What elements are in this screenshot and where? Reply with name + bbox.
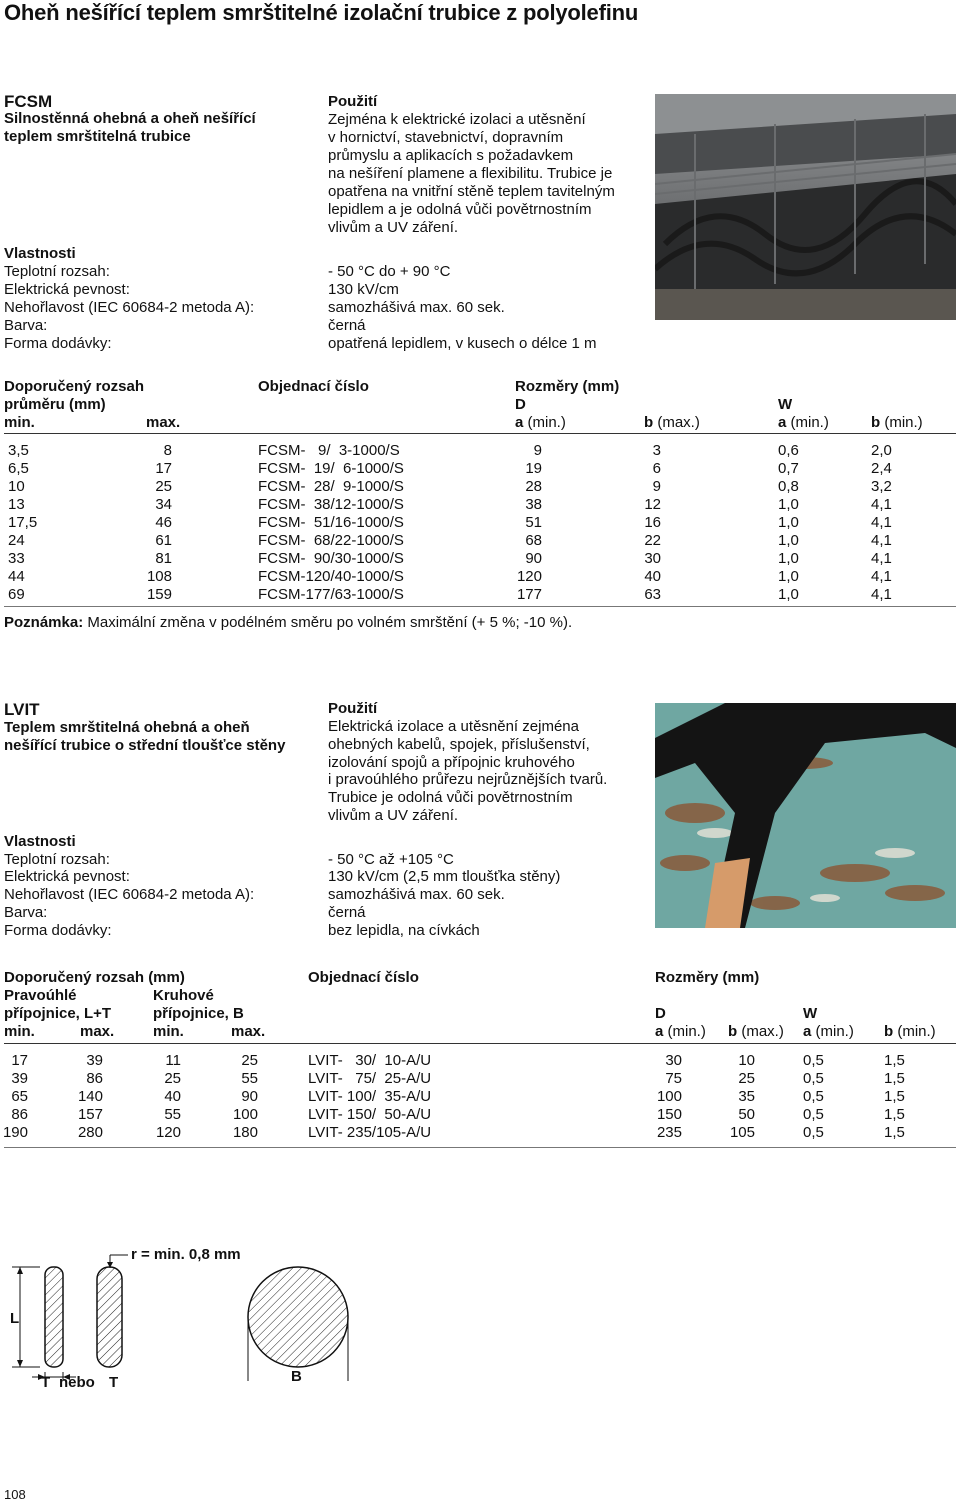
lvit-col-max2: max. [231,1023,266,1040]
fcsm-table-cell: 4,1 [871,514,892,531]
lvit-table-cell: LVIT- 100/ 35-A/U [308,1088,432,1105]
fcsm-col-D-b: b (max.) [644,414,700,431]
lvit-table-cell: 0,5 [803,1070,824,1087]
fcsm-table-cell: 24 [8,532,25,549]
fcsm-table-cell: FCSM- 51/16-1000/S [258,514,404,531]
fcsm-table-cell: 4,1 [871,586,892,603]
fcsm-usage-line: opatřena na vnitřní stěně teplem tavitelným [328,183,615,200]
fcsm-table-cell: 1,0 [778,496,799,513]
fcsm-table-cell: 22 [644,532,661,549]
lvit-col-rect: Pravoúhlé [4,987,77,1004]
lvit-prop-label: Elektrická pevnost: [4,868,130,885]
lvit-col-W-b: b (min.) [884,1023,936,1040]
fcsm-table-cell: 81 [155,550,172,567]
fcsm-table-cell: 12 [644,496,661,513]
lvit-table-cell: 105 [729,1124,755,1141]
fcsm-table-cell: 25 [155,478,172,495]
fcsm-table-rule [4,433,956,434]
fcsm-subtitle-1: Silnostěnná ohebná a oheň nešířící [4,110,256,127]
fcsm-table-cell: 6,5 [8,460,29,477]
fcsm-table-cell: 4,1 [871,568,892,585]
fcsm-table-cell: 16 [644,514,661,531]
diagram-T2-label: T [109,1374,119,1391]
lvit-col-D-b: b (max.) [728,1023,784,1040]
fcsm-table-cell: FCSM- 90/30-1000/S [258,550,404,567]
lvit-table-cell: 40 [164,1088,181,1105]
diagram-B-label: B [291,1368,302,1385]
lvit-table-cell: 86 [11,1106,28,1123]
lvit-table-cell: 90 [241,1088,258,1105]
fcsm-table-cell: FCSM- 19/ 6-1000/S [258,460,404,477]
fcsm-table-cell: 33 [8,550,25,567]
lvit-table-cell: 25 [738,1070,755,1087]
lvit-subtitle-2: nešířící trubice o střední tloušťce stěny [4,737,286,754]
lvit-usage-line: Trubice je odolná vůči povětrnostním [328,789,573,806]
lvit-col-min: min. [4,1023,35,1040]
lvit-table-cell: 100 [656,1088,682,1105]
lvit-table-cell: 11 [165,1052,181,1069]
lvit-prop-label: Teplotní rozsah: [4,851,110,868]
fcsm-col-D: D [515,396,526,413]
fcsm-usage-heading: Použití [328,93,378,110]
lvit-table-cell: 0,5 [803,1106,824,1123]
lvit-table-cell: 180 [232,1124,258,1141]
diagram-L-label: L [10,1310,20,1327]
fcsm-table-cell: 1,0 [778,550,799,567]
fcsm-prop-label: Nehořlavost (IEC 60684-2 metoda A): [4,299,255,316]
fcsm-table-cell: 4,1 [871,496,892,513]
fcsm-table-cell: 1,0 [778,514,799,531]
rect-busbar-shape [45,1267,63,1367]
fcsm-note: Poznámka: Maximální změna v podélném směru po volném smrštění (+ 5 %; -10 %). [4,614,573,631]
fcsm-table-cell: 68 [525,532,542,549]
lvit-col-W-a: a (min.) [803,1023,854,1040]
lvit-table-cell: 1,5 [884,1124,905,1141]
fcsm-table-cell: 90 [525,550,542,567]
lvit-col-dims: Rozměry (mm) [655,969,760,986]
fcsm-table-cell: 6 [652,460,661,477]
lvit-table-cell: 50 [738,1106,755,1123]
fcsm-table-cell: 3,2 [871,478,892,495]
fcsm-prop-value: černá [328,317,366,334]
lvit-usage-heading: Použití [328,700,378,717]
lvit-col-round: Kruhové [153,987,214,1004]
fcsm-usage-line: průmyslu a aplikacích s požadavkem [328,147,574,164]
fcsm-table-cell: 63 [644,586,661,603]
fcsm-table-cell: 2,4 [871,460,892,477]
fcsm-table-cell: 30 [644,550,661,567]
fcsm-photo [655,94,956,320]
lvit-table-cell: LVIT- 235/105-A/U [308,1124,432,1141]
fcsm-prop-label: Elektrická pevnost: [4,281,130,298]
fcsm-usage-line: vlivům a UV záření. [328,219,459,236]
fcsm-table-bottom-rule [4,606,956,607]
lvit-table-cell: 280 [77,1124,103,1141]
fcsm-table-cell: 19 [525,460,542,477]
fcsm-usage-line: na nešíření plamene a flexibilitu. Trubice je [328,165,613,182]
diagram-radius-label: r = min. 0,8 mm [131,1246,241,1263]
fcsm-table-cell: 40 [644,568,661,585]
fcsm-table-cell: 1,0 [778,586,799,603]
lvit-table-cell: 55 [164,1106,181,1123]
lvit-table-cell: 39 [86,1052,103,1069]
fcsm-table-cell: FCSM- 28/ 9-1000/S [258,478,404,495]
lvit-usage-line: Elektrická izolace a utěsnění zejména [328,718,579,735]
lvit-col-rect-2: přípojnice, L+T [4,1005,112,1022]
lvit-table-cell: LVIT- 150/ 50-A/U [308,1106,432,1123]
fcsm-table-cell: 38 [525,496,542,513]
fcsm-col-max: max. [146,414,181,431]
fcsm-col-range-2: průměru (mm) [4,396,106,413]
diagram-nebo-label: nebo [59,1374,95,1391]
lvit-table-cell: 235 [656,1124,682,1141]
lvit-prop-value: 130 kV/cm (2,5 mm tloušťka stěny) [328,868,561,885]
fcsm-col-range: Doporučený rozsah [4,378,145,395]
lvit-properties-heading: Vlastnosti [4,833,76,850]
lvit-prop-value: černá [328,904,366,921]
diagram-T-label: T [41,1374,51,1391]
lvit-table-cell: 1,5 [884,1070,905,1087]
fcsm-table-cell: 3,5 [8,442,29,459]
lvit-table-cell: 1,5 [884,1106,905,1123]
fcsm-table-cell: 8 [163,442,172,459]
lvit-prop-value: samozhášivá max. 60 sek. [328,886,505,903]
lvit-table-cell: 120 [155,1124,181,1141]
lvit-table-cell: 0,5 [803,1052,824,1069]
lvit-prop-label: Nehořlavost (IEC 60684-2 metoda A): [4,886,255,903]
lvit-table-cell: 39 [11,1070,28,1087]
fcsm-prop-label: Teplotní rozsah: [4,263,110,280]
lvit-table-cell: 65 [11,1088,28,1105]
fcsm-col-D-a: a (min.) [515,414,566,431]
lvit-col-max: max. [80,1023,115,1040]
fcsm-table-cell: 4,1 [871,532,892,549]
fcsm-table-cell: FCSM- 9/ 3-1000/S [258,442,400,459]
lvit-col-min2: min. [153,1023,184,1040]
lvit-table-cell: 86 [86,1070,103,1087]
fcsm-table-cell: 177 [516,586,542,603]
fcsm-table-cell: 108 [146,568,172,585]
fcsm-table-cell: 51 [525,514,542,531]
fcsm-table-cell: 69 [8,586,25,603]
lvit-prop-label: Forma dodávky: [4,922,112,939]
fcsm-col-dims: Rozměry (mm) [515,378,620,395]
fcsm-prop-value: opatřená lepidlem, v kusech o délce 1 m [328,335,597,352]
lvit-table-cell: 0,5 [803,1124,824,1141]
fcsm-prop-value: 130 kV/cm [328,281,399,298]
fcsm-col-W: W [778,396,793,413]
lvit-table-cell: 100 [232,1106,258,1123]
lvit-table-cell: 150 [656,1106,682,1123]
fcsm-properties-heading: Vlastnosti [4,245,76,262]
fcsm-table-cell: 3 [652,442,661,459]
rect-busbar-shape-2 [97,1267,122,1367]
lvit-usage-line: izolování spojů a přípojnic kruhového [328,754,575,771]
lvit-subtitle-1: Teplem smrštitelná ohebná a oheň [4,719,250,736]
fcsm-table-cell: 17 [155,460,172,477]
lvit-table-cell: 1,5 [884,1052,905,1069]
fcsm-table-cell: 46 [155,514,172,531]
fcsm-prop-value: - 50 °C do + 90 °C [328,263,451,280]
lvit-table-rule [4,1043,956,1044]
fcsm-table-cell: 44 [8,568,25,585]
fcsm-table-cell: 0,6 [778,442,799,459]
fcsm-table-cell: 34 [155,496,172,513]
fcsm-table-cell: 120 [516,568,542,585]
fcsm-col-min: min. [4,414,35,431]
lvit-col-W: W [803,1005,818,1022]
fcsm-table-cell: FCSM-177/63-1000/S [258,586,404,603]
lvit-table-cell: 17 [11,1052,28,1069]
lvit-prop-value: - 50 °C až +105 °C [328,851,454,868]
lvit-table-bottom-rule [4,1147,956,1148]
fcsm-table-cell: FCSM- 38/12-1000/S [258,496,404,513]
lvit-col-D-a: a (min.) [655,1023,706,1040]
fcsm-table-cell: FCSM-120/40-1000/S [258,568,404,585]
fcsm-usage-line: lepidlem a je odolná vůči povětrnostním [328,201,592,218]
lvit-table-cell: 190 [2,1124,28,1141]
lvit-table-cell: LVIT- 75/ 25-A/U [308,1070,432,1087]
fcsm-table-cell: 10 [8,478,25,495]
lvit-table-cell: 25 [241,1052,258,1069]
fcsm-prop-label: Forma dodávky: [4,335,112,352]
fcsm-prop-value: samozhášivá max. 60 sek. [328,299,505,316]
fcsm-usage-line: v hornictví, stavebnictví, dopravním [328,129,564,146]
lvit-col-D: D [655,1005,666,1022]
fcsm-table-cell: 0,8 [778,478,799,495]
fcsm-code: FCSM [4,92,53,111]
fcsm-table-cell: 2,0 [871,442,892,459]
lvit-table-cell: 75 [665,1070,682,1087]
fcsm-col-W-a: a (min.) [778,414,829,431]
lvit-col-range: Doporučený rozsah (mm) [4,969,185,986]
lvit-table-cell: 30 [665,1052,682,1069]
lvit-table-cell: 35 [738,1088,755,1105]
lvit-table-cell: 140 [77,1088,103,1105]
fcsm-table-cell: 4,1 [871,550,892,567]
page-title: Oheň nešířící teplem smrštitelné izolační trubice z polyolefinu [4,0,639,25]
fcsm-table-cell: 28 [525,478,542,495]
fcsm-usage-line: Zejména k elektrické izolaci a utěsnění [328,111,586,128]
page-number: 108 [4,1487,26,1502]
fcsm-table-cell: 61 [155,532,172,549]
lvit-col-order: Objednací číslo [308,969,419,986]
lvit-table-cell: LVIT- 30/ 10-A/U [308,1052,432,1069]
fcsm-table-cell: 1,0 [778,532,799,549]
fcsm-col-W-b: b (min.) [871,414,923,431]
fcsm-table-cell: 13 [8,496,25,513]
round-busbar-shape [248,1267,348,1367]
fcsm-table-cell: 9 [652,478,661,495]
lvit-usage-line: ohebných kabelů, spojek, příslušenství, [328,736,590,753]
fcsm-table-cell: FCSM- 68/22-1000/S [258,532,404,549]
lvit-table-cell: 55 [241,1070,258,1087]
fcsm-table-cell: 1,0 [778,568,799,585]
lvit-photo [655,703,956,928]
lvit-table-cell: 10 [738,1052,755,1069]
lvit-table-cell: 25 [164,1070,181,1087]
fcsm-table-cell: 17,5 [8,514,38,531]
lvit-usage-line: i pravoúhlého průřezu nejrůznějších tvarů. [328,771,608,788]
fcsm-table-cell: 159 [146,586,172,603]
lvit-prop-label: Barva: [4,904,48,921]
fcsm-table-cell: 0,7 [778,460,799,477]
lvit-col-round-2: přípojnice, B [153,1005,244,1022]
lvit-prop-value: bez lepidla, na cívkách [328,922,480,939]
fcsm-subtitle-2: teplem smrštitelná trubice [4,128,191,145]
lvit-table-cell: 157 [77,1106,103,1123]
fcsm-prop-label: Barva: [4,317,48,334]
fcsm-table-cell: 9 [533,442,542,459]
lvit-table-cell: 0,5 [803,1088,824,1105]
lvit-usage-line: vlivům a UV záření. [328,807,459,824]
lvit-table-cell: 1,5 [884,1088,905,1105]
lvit-code: LVIT [4,700,40,719]
fcsm-col-order: Objednací číslo [258,378,369,395]
